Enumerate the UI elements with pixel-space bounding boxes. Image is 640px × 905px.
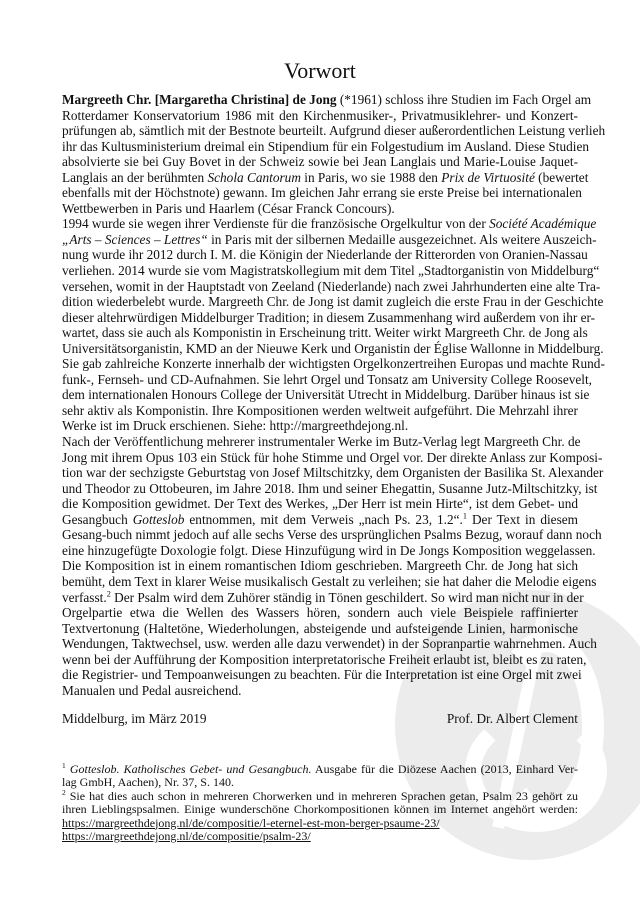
text-run: dition wiederbelebt wurde. Margreeth Chr. de Jong ist damit zugleich die erste Frau in der Geschichte (62, 294, 604, 310)
text-run: absolvierte sie bei Guy Bovet in der Schweiz sowie bei Jean Langlais und Marie-Louise Jaquet- (62, 154, 578, 170)
paragraph-line (62, 356, 605, 372)
paragraph-line (62, 371, 592, 388)
paragraph-line (62, 434, 581, 450)
text-run: Manualen und Pedal ausreichend. (62, 682, 242, 698)
paragraph-line (62, 247, 588, 263)
text-run: Werke ist im Druck erschienen. Siehe: http://margreethdejong.nl. (62, 418, 409, 434)
footnote-line (62, 763, 578, 776)
footnote-line (62, 803, 578, 816)
text-run: und Theodor zu Ottobeuren, im Jahre 2018. Ihm und seiner Ehegattin, Susanne Jutz-Miltschitzky, ist (62, 480, 598, 496)
text-run: wenn bei der Aufführung der Komposition interpretatorische Freiheit erlaubt ist, bleibt es zu raten, (62, 651, 587, 667)
text-run: 1994 wurde sie wegen ihrer Verdienste für die französische Orgelkultur von der (62, 216, 490, 232)
text-run: Der Psalm wird dem Zuhörer ständig in Tönen geschildert. So wird man nicht nur in der (110, 589, 584, 605)
text-run: Orgelpartie etwa die Wellen des Wassers hören, sondern auch viele Beispiele raffinierter (62, 605, 578, 621)
paragraph-line (62, 169, 589, 186)
text-run: Gesang-buch nimmt jedoch auf alle sechs Verse des ursprünglichen Psalms Bezug, worauf dann noch (62, 527, 602, 543)
text-run: nung wurde ihr 2012 durch I. M. die Königin der Niederlande der Ritterorden von Oranien-Nassau (62, 247, 588, 263)
text-run: prüfungen ab, sämtlich mit der Bestnote beurteilt. Aufgrund dieser außerordentlichen Leistung verlieh (62, 123, 606, 139)
footnote-marker: 1 (62, 761, 66, 770)
text-run: Rotterdamer Konservatorium 1986 mit den Kirchenmusiker-, Privatmusiklehrer- und Konzert- (62, 107, 578, 123)
text-run: Margreeth Chr. [Margaretha Christina] de Jong (62, 92, 337, 107)
text-run: Wettbewerben in Paris und Haarlem (César Franck Concours). (62, 200, 395, 216)
paragraph-line (62, 138, 590, 155)
text-run: Universitätsorganistin, KMD an der Nieuwe Kerk und Organistin der Église Wallonne in Middelburg. (62, 340, 604, 356)
text-run: Sie gab zahlreiche Konzerte innerhalb der wichtigsten Orgelkonzertreihen Europas und machte Rund- (62, 356, 605, 372)
text-run: Langlais an der berühmten (62, 169, 208, 185)
paragraph-line (62, 558, 578, 574)
paragraph-line (62, 278, 601, 295)
text-run: ihr das Kultusministerium dreimal ein Stipendium für ein Folgestudium im Ausland. Diese Studien (62, 138, 590, 154)
paragraph-line (62, 92, 592, 108)
paragraph-line (62, 263, 600, 279)
text-run: (*1961) schloss ihre Studien im Fach Orgel am (336, 92, 592, 107)
text-run: Gotteslob (132, 511, 185, 527)
text-run: Gotteslob. Katholisches Gebet- und Gesangbuch. (69, 762, 312, 776)
text-run: ebenfalls mit der Höchstnote) gewann. Im gleichen Jahr errang sie erste Preise bei internationalen (62, 185, 582, 201)
text-run: Wendungen, Taktwechsel, usw. werden alle dazu verwendet) in der Sopranpartie wahrnehmen. Auch (62, 636, 597, 652)
place-date: Middelburg, im März 2019 (62, 711, 207, 726)
paragraph-line (62, 108, 578, 124)
text-run: ihren Lieblingspsalmen. Einige wunderschöne Chorkompositionen können im Internet angehört werden: (62, 802, 578, 817)
paragraph-line (62, 496, 578, 512)
footnote-link[interactable]: https://margreethdejong.nl/de/compositie/psalm-23/ (62, 828, 311, 843)
footnote-line (62, 830, 578, 843)
paragraph-line (62, 605, 578, 621)
text-run: dieser altehrwürdigen Middelburger Tradition; in diesem Zusammenhang wird außerdem von ihr er- (62, 309, 596, 325)
paragraph-line (62, 216, 597, 232)
text-run: versehen, womit in der Hauptstadt von Zeeland (Niederlande) nach zwei Jahrhunderten eine alte Tra- (62, 278, 601, 294)
text-run: (bewertet (534, 169, 589, 185)
footnote-line (62, 787, 578, 803)
paragraph-line (62, 154, 578, 170)
paragraph-line (62, 651, 587, 668)
text-run: Die Komposition ist in einem romantischen Idiom geschrieben. Margreeth Chr. de Jong hat sich (62, 558, 578, 574)
text-run: die Registrier- und Tempoanweisungen zu beachten. Für die Interpretation ist eine Orgel mit zwei (62, 667, 582, 683)
footnote-marker: 1 (462, 511, 467, 521)
text-run: entnommen, mit dem Verweis „nach Ps. 23, 1.2“. (184, 511, 463, 527)
footnotes (62, 763, 578, 843)
paragraph-line (62, 309, 596, 326)
text-run: sehr aktiv als Komponistin. Ihre Kompositionen werden weltweit aufgeführt. Die Mehrzahl ihrer (62, 402, 578, 418)
paragraph-line (62, 667, 582, 683)
paragraph-line (62, 480, 598, 497)
text-run: Schola Cantorum (207, 169, 301, 185)
footnote-link[interactable]: https://margreethdejong.nl/de/compositie/l-eternel-est-mon-berger-psaume-23/ (62, 815, 440, 830)
text-run: verfasst. (62, 589, 107, 605)
text-run: in Paris mit der silbernen Medaille ausgezeichnet. Als weitere Auszeich- (207, 231, 597, 247)
paragraph-line (62, 589, 584, 606)
paragraph-line (62, 636, 597, 652)
text-run: Der Text in diesem (466, 511, 578, 527)
text-run: tion war der sechzigste Geburtstag von Josef Miltschitzky, dem Organisten der Basilika St. Alexander (62, 465, 604, 481)
page-title: Vorwort (284, 58, 356, 83)
paragraph-line (62, 449, 603, 466)
paragraph-line (62, 465, 604, 481)
text-run: wartet, dass sie auch als Komponistin in Erscheinung tritt. Weiter wirkt Margreeth Chr. de Jong als (62, 325, 588, 341)
paragraph-line (62, 621, 578, 637)
paragraph-line (62, 683, 578, 699)
text-run: verliehen. 2014 wurde sie vom Magistratskollegium mit dem Titel „Stadtorganistin von Middelburg“ (62, 263, 600, 279)
author-name: Prof. Dr. Albert Clement (446, 711, 578, 726)
text-run: eine hinzugefügte Doxologie folgt. Diese Hinzufügung wird in De Jongs Komposition weggelassen. (62, 542, 596, 558)
text-run: Textvertonung (Haltetöne, Wiederholungen, absteigende und aufsteigende Linien, harmonische (62, 620, 578, 636)
paragraph-line (62, 231, 597, 248)
text-run: lag GmbH, Aachen), Nr. 37, S. 140. (62, 775, 234, 790)
text-run: „Arts – Sciences – Lettres“ (62, 231, 208, 247)
text-run: in Paris, wo sie 1988 den (300, 169, 442, 185)
text-run: Prix de Virtuosité (441, 169, 535, 185)
text-run: bemüht, dem Text in klarer Weise musikalisch Gestalt zu verleihen; sie hat daher die Melodie eigens (62, 573, 597, 589)
text-run: die Komposition gewidmet. Der Text des Werkes, „Der Herr ist mein Hirte“, ist dem Gebet- und (62, 496, 578, 512)
paragraph-line (62, 123, 606, 139)
text-run: Sie hat dies auch schon in mehreren Chorwerken und in mehreren Sprachen getan, Psalm 23 gehört zu (65, 788, 578, 803)
paragraph-line (62, 512, 578, 528)
footnote-line (62, 776, 578, 789)
paragraph-line (62, 542, 596, 559)
paragraph-line (62, 387, 590, 403)
footnote-marker: 2 (106, 589, 111, 599)
body-text (62, 92, 606, 698)
paragraph-line (62, 294, 604, 310)
paragraph-line (62, 340, 604, 357)
text-run: Nach der Veröffentlichung mehrerer instrumentaler Werke im Butz-Verlag legt Margreeth Chr. de (62, 434, 581, 450)
paragraph-line (62, 185, 582, 201)
text-run: Ausgabe für die Diözese Aachen (2013, Einhard Ver- (311, 762, 578, 776)
paragraph-line (62, 527, 602, 543)
paragraph-line (62, 418, 578, 434)
paragraph-line (62, 325, 588, 341)
text-run: Gesangbuch (62, 511, 133, 527)
text-run: Jong mit ihrem Opus 103 ein Stück für hohe Stimme und Orgel vor. Der direkte Anlass zur Komposi- (62, 449, 603, 465)
footnote-line (62, 817, 578, 830)
paragraph-line (62, 573, 597, 590)
footnote-marker: 2 (62, 787, 66, 797)
signature-line (62, 711, 578, 727)
text-run: Société Académique (489, 216, 597, 232)
text-run: funk-, Fernseh- und CD-Aufnahmen. Sie lehrt Orgel und Tonsatz am University College Roosevelt, (62, 371, 592, 387)
paragraph-line (62, 201, 578, 217)
text-run: dem internationalen Honours College der Universität Utrecht in Middelburg. Darüber hinaus ist sie (62, 387, 590, 403)
paragraph-line (62, 403, 578, 419)
